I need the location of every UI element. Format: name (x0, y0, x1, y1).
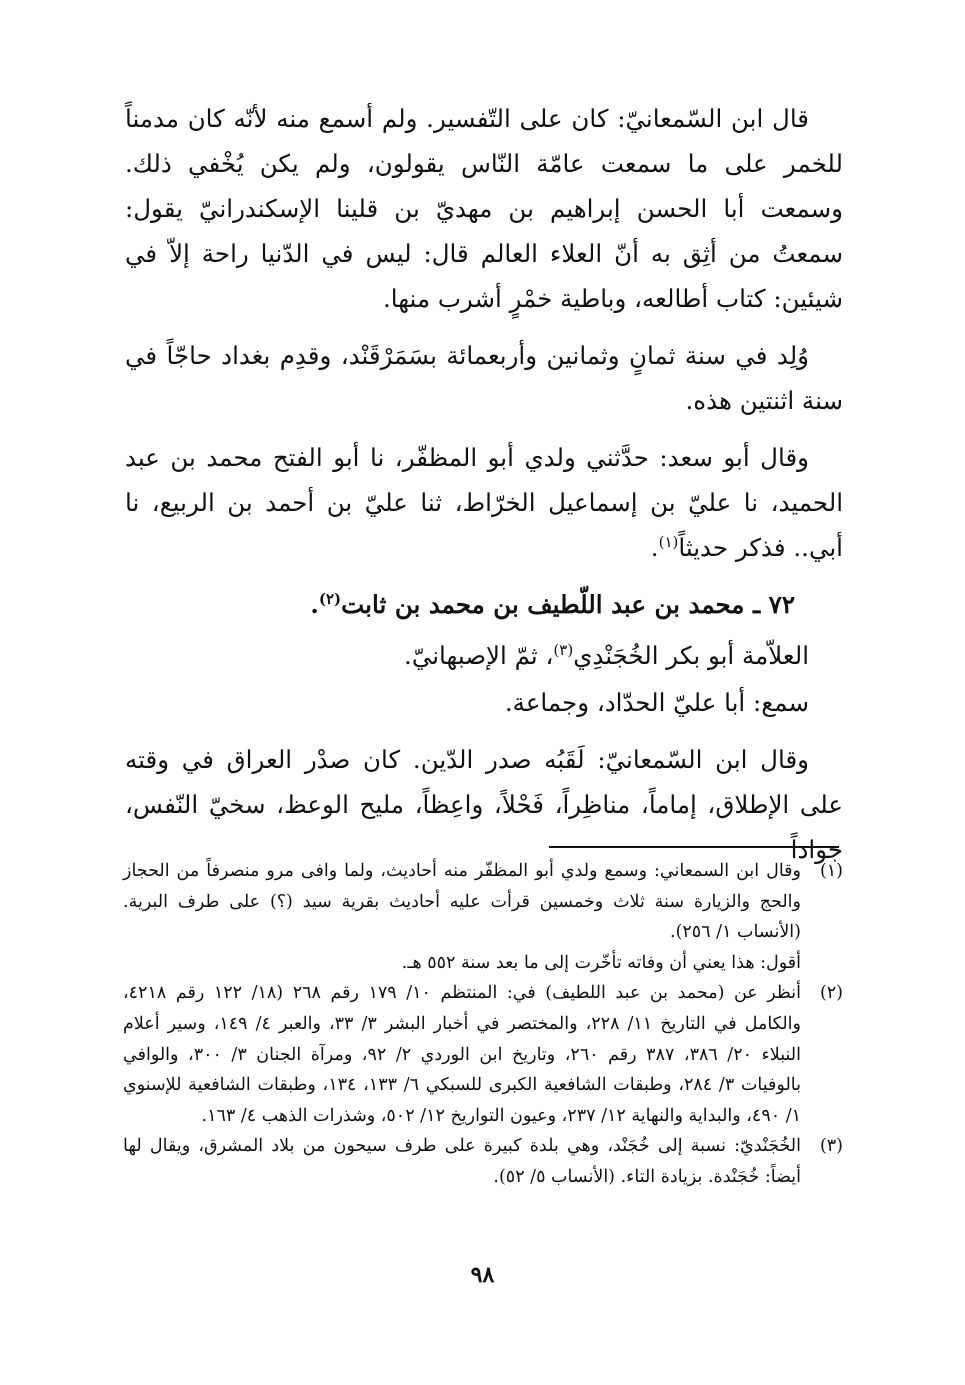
footnote-text: الخُجَنْديّ: نسبة إلى خُجَنْد، وهي بلدة كبيرة على طرف سيحون من بلاد المشرق، ويقال لها أيضاً: خُجَنْدة. بزيادة التاء. (الأنساب ٥/ ٥٢). (123, 1136, 801, 1187)
paragraph: وُلِد في سنة ثمانٍ وثمانين وأربعمائة بسَمَرْقَنْد، وقدِم بغداد حاجّاً في سنة اثنتين هذه. (125, 341, 843, 415)
page-number: ٩٨ (470, 1262, 495, 1288)
footnote-ref[interactable]: (٢) (318, 589, 342, 608)
footnotes (123, 856, 843, 1193)
paragraph: قال ابن السّمعانيّ: كان على التّفسير. ولم أسمع منه لأنّه كان مدمناً للخمر على ما سمعت عامّة النّاس يقولون، ولم يكن يُخْفي ذلك. وسمعت أبا الحسن إبراهيم بن مهديّ بن قلينا الإسكندرانيّ يقول: سمعتُ من أثِق به أنّ العلاء العالم قال: ليس في الدّنيا راحة إلاّ في شيئين: كتاب أطالعه، وباطية خمْرٍ أشرب منها. (125, 104, 843, 313)
footnote-note: أقول: هذا يعني أن وفاته تأخّرت إلى ما بعد سنة ٥٥٢ هـ. (401, 952, 801, 973)
footnote (123, 1131, 843, 1192)
footnote-number: (٣) (819, 1136, 843, 1157)
footnote (123, 856, 843, 948)
paragraph-text: وقال أبو سعد: حدَّثني ولدي أبو المظفّر، نا أبو الفتح محمد بن عبد الحميد، نا عليّ بن إسماعيل الخرّاط، ثنا عليّ بن أحمد بن الربيع، نا أبي.. فذكر حديثاً (125, 443, 843, 562)
footnote-divider (549, 846, 839, 848)
entry-line: سمع: أبا عليّ الحدّاد، وجماعة. (504, 688, 809, 717)
entry-line-text: العلاّمة أبو بكر الخُجَنْدِي (573, 641, 809, 670)
main-text (125, 96, 843, 884)
footnote (123, 978, 843, 1131)
paragraph: وقال ابن السّمعانيّ: لَقَبُه صدر الدّين. كان صدْر العراق في وقته على الإطلاق، إماماً، مناظِراً، فَحْلاً، واعِظاً، مليح الوعظ، سخيّ النّفس، جواداً (125, 745, 843, 864)
footnote-number: (١) (819, 861, 843, 881)
footnote-ref[interactable]: (٣) (553, 640, 574, 659)
footnote-text: أنظر عن (محمد بن عبد اللطيف) في: المنتظم ١٠/ ١٧٩ رقم ٢٦٨ (١٨/ ١٢٢ رقم ٤٢١٨، والكامل في التاريخ ١١/ ٢٢٨، والمختصر في أخبار البشر ٣/ ٣٣، والعبر ٤/ ١٤٩، وسير أعلام النبلاء ٢٠/ ٣٨٦، ٣٨٧ رقم ٢٦٠، وتاريخ ابن الوردي ٢/ ٩٢، ومرآة الجنان ٣/ ٣٠٠، والوافي بالوفيات ٣/ ٢٨٤، وطبقات الشافعية الكبرى للسبكي ٦/ ١٣٣، ١٣٤، وطبقات الشافعية للإسنوي ١/ ٤٩٠، والبداية والنهاية ١٢/ ٢٣٧، وعيون التواريخ ١٢/ ٥٠٢، وشذرات الذهب ٤/ ١٦٣. (123, 983, 802, 1126)
footnote-ref[interactable]: (١) (658, 532, 679, 551)
footnote-number: (٢) (819, 983, 843, 1004)
entry-heading: ٧٢ ـ محمد بن عبد اللّطيف بن محمد بن ثابت$^{(٢)}$. (310, 589, 795, 619)
entry-line: العلاّمة أبو بكر الخُجَنْدِي$^{(٣)}$، ثمّ الإصبهانيّ. (404, 640, 809, 670)
paragraph: وقال أبو سعد: حدَّثني ولدي أبو المظفّر، نا أبو الفتح محمد بن عبد الحميد، نا عليّ بن إسماعيل الخرّاط، ثنا عليّ بن أحمد بن الربيع، نا أبي.. فذكر حديثاً$^{(١)}$. (125, 443, 843, 562)
footnote-text: وقال ابن السمعاني: وسمع ولدي أبو المظفّر منه أحاديث، ولما وافى مرو منصرفاً من الحجاز والحج والزيارة سنة ثلاث وخمسين قرأت عليه أحاديث بقرية سيد (؟) على طرف البرية. (الأنساب ١/ ٢٥٦). (123, 861, 801, 943)
entry-title: ٧٢ ـ محمد بن عبد اللّطيف بن محمد بن ثابت (341, 590, 795, 619)
